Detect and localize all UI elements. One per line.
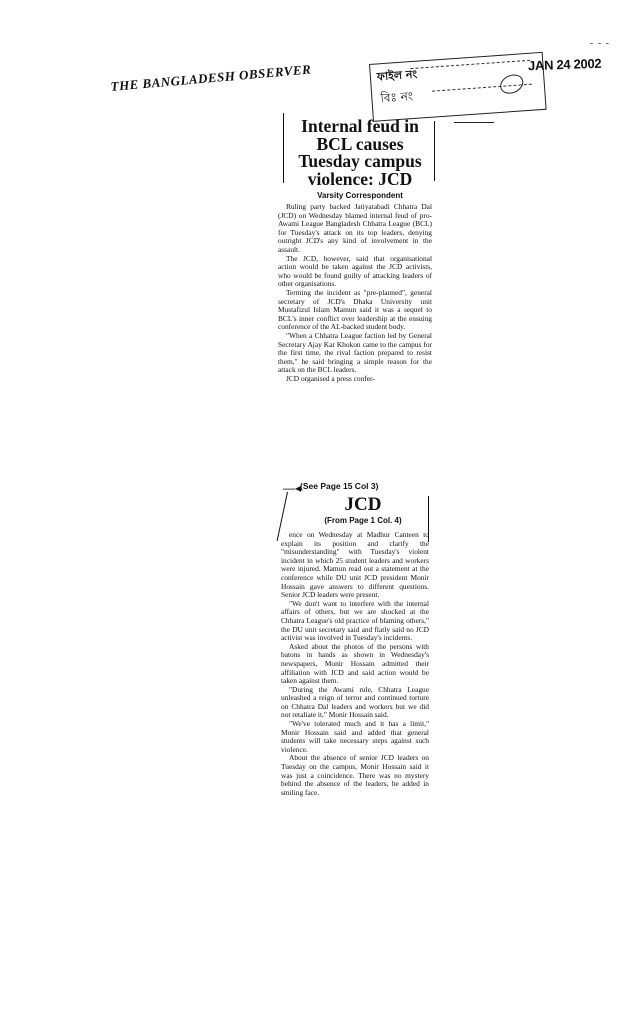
continuation-headline: JCD <box>344 494 382 515</box>
paragraph: Ruling party backed Jatiyatabadi Chhatra Dal (JCD) on Wednesday blamed internal feud of pro-Awami League Bangladesh Chhatra League (BCL) for Tuesday's attack on its top leaders, denying outright JCD's any kind of involvement in the assault. <box>278 202 432 254</box>
stamp-line-2: বিঃ নং <box>379 89 414 106</box>
stamp-dotted-line <box>410 60 530 69</box>
paragraph: "When a Chhatra League faction led by General Secretary Ajay Kar Khokon came to the campus for the first time, the rival faction prepared to resist them," he said bringing a simple reason for the attack on the BCL leaders. <box>278 330 432 375</box>
paragraph: JCD organised a press confer- <box>286 373 375 383</box>
newspaper-name: THE BANGLADESH OBSERVER <box>110 61 312 94</box>
underline-mark <box>454 122 494 123</box>
date-stamp: JAN 24 2002 <box>527 55 602 74</box>
corner-dots: - - - <box>590 38 610 49</box>
clipping-bracket-left <box>283 113 290 183</box>
article-body-part1 <box>278 203 432 383</box>
continued-label: (See Page 15 Col 3) <box>300 481 379 491</box>
paragraph: About the absence of senior JCD leaders on Tuesday on the campus, Monir Hossain said it was just a coincidence. There was no mystery behind the absence of the leaders, he added in smiling face. <box>281 753 429 797</box>
paragraph: ence on Wednesday at Madhur Canteen to explain its position and clarify the "misunderstanding" with Tuesday's violent incident in which 25 student leaders and workers were injured. Mamun read out a statement at the conference while DU unit JCD president Monir Hossain gave answers to different questions. Senior JCD leaders were present. <box>281 530 429 600</box>
file-stamp <box>369 52 547 122</box>
paragraph: "We've tolerated much and it has a limit," Monir Hossain said and added that general students will take necessary steps against such violence. <box>281 719 429 754</box>
paragraph: "During the Awami rule, Chhatra League unleashed a reign of terror and continued torture on Chhatra Dal leaders and workers but we did not retaliate it," Monir Hossain said. <box>281 684 429 720</box>
paragraph: Terming the incident as "pre-planned", general secretary of JCD's Dhaka University unit Mustafizul Islam Mamun said it was a sequel to BCL's inner conflict over leadership at the ensuing conference of the AL-backed student body. <box>278 287 432 332</box>
article-body-part2 <box>281 531 429 797</box>
paragraph: "We don't want to interfere with the internal affairs of others, but we are shocked at the Chhatra League's old practice of blaming others," the DU unit secretary said and flatly said no JCD activist was involved in Tuesday's incidents. <box>281 598 429 643</box>
stamp-line-1: ফাইল নং <box>376 67 418 84</box>
article-headline: Internal feud in BCL causes Tuesday campus violence: JCD <box>298 116 422 189</box>
continuation-arrow-icon: —◂ <box>283 481 302 495</box>
continuation-from-label: (From Page 1 Col. 4) <box>324 516 402 525</box>
paragraph: Asked about the photos of the persons with batons in hands as shown in Wednesday's newspapers, Monir Hossain admitted their affiliation with JCD and said action would be taken against them. <box>281 641 429 686</box>
paragraph: The JCD, however, said that organisational action would be taken against the JCD activists, who would be found guilty of attacking leaders of other organisations. <box>278 253 432 289</box>
article-byline: Varsity Correspondent <box>317 191 403 200</box>
signature-mark <box>497 71 526 97</box>
